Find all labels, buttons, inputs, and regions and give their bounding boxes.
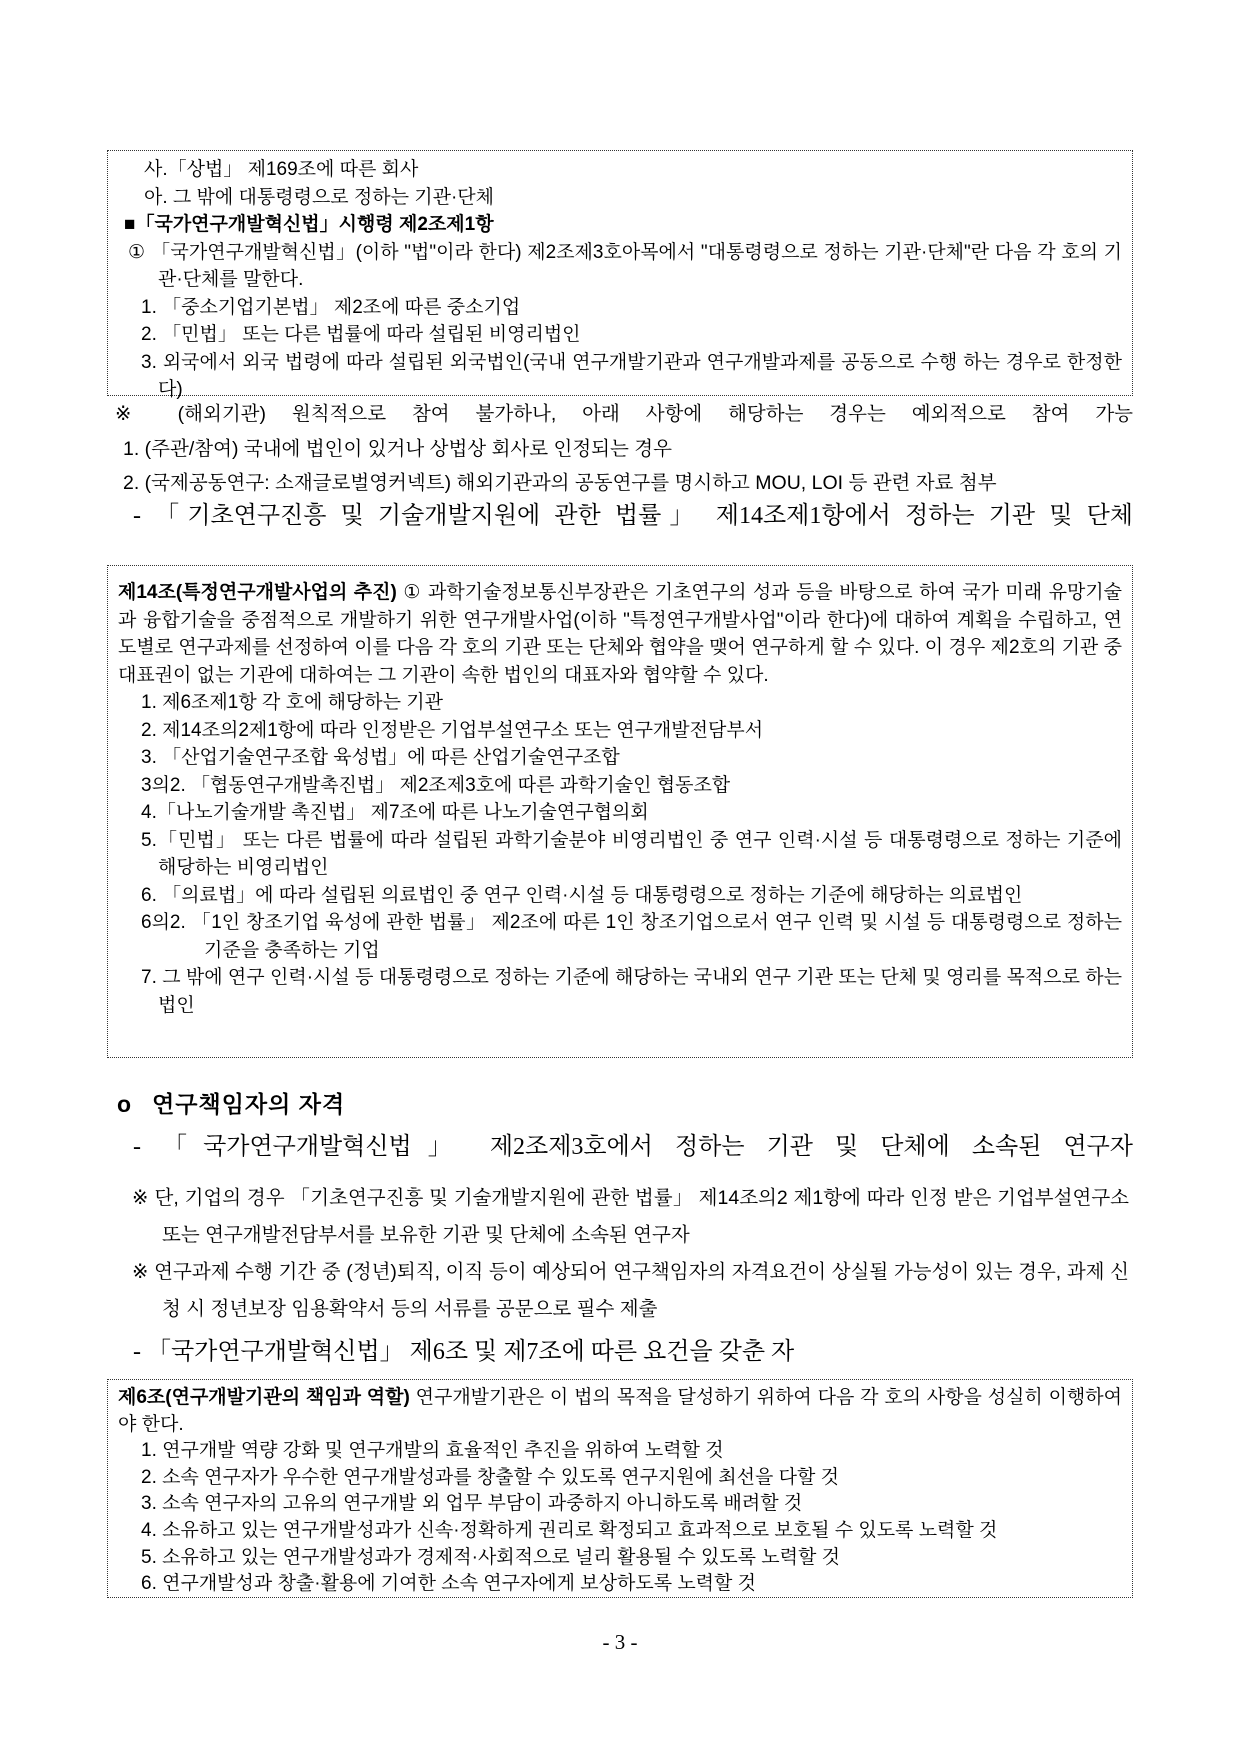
decree-article2-box	[107, 150, 1133, 400]
pi-rule-2: - 「국가연구개발혁신법」 제6조 및 제7조에 따른 요건을 갖춘 자	[133, 1339, 795, 1365]
article6-intro	[118, 1385, 1122, 1438]
overseas-notes	[107, 397, 1133, 501]
article14-box	[107, 565, 1133, 1058]
overseas-case-1: 1. (주관/참여) 국내에 법인이 있거나 상법상 회사로 인정되는 경우	[123, 437, 672, 460]
pi-note-1: ※ 단, 기업의 경우 「기초연구진흥 및 기술개발지원에 관한 법률」 제14조의2 제1항에 따라 인정 받은 기업부설연구소 또는 연구개발전담부서를 보유한 기관 및 단체에 소속된 연구자	[132, 1187, 1129, 1246]
article14-intro-text: ① 과학기술정보통신부장관은 기초연구의 성과 등을 바탕으로 하여 국가 미래 유망기술과 융합기술을 중점적으로 개발하기 위한 연구개발사업(이하 "특정연구개발사업"이라 한다)에 대하여 계획을 수립하고, 연도별로 연구과제를 선정하여 이를 다음 각 호의 기관 또는 단체와 협약을 맺어 연구하게 할 수 있다. 이 경우 제2호의 기관 중 대표권이 없는 기관에 대하여는 그 기관이 속한 법인의 대표자와 협약할 수 있다.	[118, 582, 1123, 686]
overseas-case-2: 2. (국제공동연구: 소재글로벌영커넥트) 해외기관과의 공동연구를 명시하고 MOU, LOI 등 관련 자료 첨부	[123, 472, 997, 494]
article14-item: 6. 「의료법」에 따라 설립된 의료법인 중 연구 인력·시설 등 대통령령으로 정하는 기준에 해당하는 의료법인	[141, 884, 1023, 906]
article14-item: 7. 그 밖에 연구 인력·시설 등 대통령령으로 정하는 기준에 해당하는 국내외 연구 기관 또는 단체 및 영리를 목적으로 하는 법인	[141, 967, 1122, 1016]
article6-item: 4. 소유하고 있는 연구개발성과가 신속·정확하게 권리로 확정되고 효과적으로 보호될 수 있도록 노력할 것	[141, 1519, 998, 1541]
article6-item: 2. 소속 연구자가 우수한 연구개발성과를 창출할 수 있도록 연구지원에 최선을 다할 것	[141, 1466, 839, 1488]
article14-item: 6의2. 「1인 창조기업 육성에 관한 법률」 제2조에 따른 1인 창조기업으로서 연구 인력 및 시설 등 대통령령으로 정하는 기준을 충족하는 기업	[141, 912, 1122, 961]
article6-item: 5. 소유하고 있는 연구개발성과가 경제적·사회적으로 널리 활용될 수 있도록 노력할 것	[141, 1546, 840, 1568]
pi-qualification-heading-text: 연구책임자의 자격	[152, 1091, 346, 1117]
pi-qualification-heading	[117, 1086, 345, 1119]
article14-item: 1. 제6조제1항 각 호에 해당하는 기관	[141, 692, 443, 713]
basic-research-law-ref: - 「기초연구진흥 및 기술개발지원에 관한 법률」 제14조제1항에서 정하는 기관 및 단체	[133, 503, 1133, 529]
pi-rule-1: - 「국가연구개발혁신법」 제2조제3호에서 정하는 기관 및 단체에 소속된 연구자	[133, 1134, 1133, 1160]
article14-item: 4.「나노기술개발 촉진법」 제7조에 따른 나노기술연구협의회	[141, 802, 649, 823]
article6-item: 6. 연구개발성과 창출·활용에 기여한 소속 연구자에게 보상하도록 노력할 것	[141, 1573, 757, 1595]
article14-item: 3. 「산업기술연구조합 육성법」에 따른 산업기술연구조합	[141, 747, 620, 768]
article6-title: 제6조(연구개발기관의 책임과 역할)	[118, 1387, 416, 1408]
article6-item: 3. 소속 연구자의 고유의 연구개발 외 업무 부담이 과중하지 아니하도록 배려할 것	[141, 1493, 803, 1515]
decree-list-item: 3. 외국에서 외국 법령에 따라 설립된 외국법인(국내 연구개발기관과 연구개발과제를 공동으로 수행 하는 경우로 한정한다)	[141, 351, 1122, 400]
decree-clause-1: ① 「국가연구개발혁신법」(이하 "법"이라 한다) 제2조제3호아목에서 "대통령령으로 정하는 기관·단체"란 다음 각 호의 기관·단체를 말한다.	[128, 241, 1122, 290]
pi-note-2: ※ 연구과제 수행 기간 중 (정년)퇴직, 이직 등이 예상되어 연구책임자의 자격요건이 상실될 가능성이 있는 경우, 과제 신청 시 정년보장 임용확약서 등의 서류를 공문으로 필수 제출	[132, 1261, 1129, 1320]
decree-item-sa: 사.「상법」 제169조에 따른 회사	[144, 159, 419, 180]
article6-item: 1. 연구개발 역량 강화 및 연구개발의 효율적인 추진을 위하여 노력할 것	[141, 1440, 724, 1462]
section-bullet: o	[117, 1091, 133, 1117]
article14-item: 3의2. 「협동연구개발촉진법」 제2조제3호에 따른 과학기술인 협동조합	[141, 774, 731, 796]
overseas-note: ※ (해외기관) 원칙적으로 참여 불가하나, 아래 사항에 해당하는 경우는 예외적으로 참여 가능	[115, 403, 1133, 425]
page-number: - 3 -	[602, 1630, 638, 1654]
decree-list-item: 1. 「중소기업기본법」 제2조에 따른 중소기업	[141, 296, 521, 318]
article14-title: 제14조(특정연구개발사업의 추진)	[118, 582, 404, 603]
article14-item: 5.「민법」 또는 다른 법률에 따라 설립된 과학기술분야 비영리법인 중 연구 인력·시설 등 대통령령으로 정하는 기준에 해당하는 비영리법인	[141, 829, 1122, 878]
article6-intro-text: 연구개발기관은 이 법의 목적을 달성하기 위하여 다음 각 호의 사항을 성실히 이행하여야 한다.	[118, 1387, 1122, 1435]
decree-box-title: ■「국가연구개발혁신법」시행령 제2조제1항	[124, 214, 494, 235]
pi-notes	[107, 1180, 1129, 1328]
article6-box	[107, 1379, 1133, 1598]
article14-item: 2. 제14조의2제1항에 따라 인정받은 기업부설연구소 또는 연구개발전담부서	[141, 719, 764, 741]
article14-intro	[118, 579, 1122, 689]
decree-item-ah: 아. 그 밖에 대통령령으로 정하는 기관·단체	[144, 186, 495, 208]
decree-list-item: 2. 「민법」 또는 다른 법률에 따라 설립된 비영리법인	[141, 324, 581, 345]
